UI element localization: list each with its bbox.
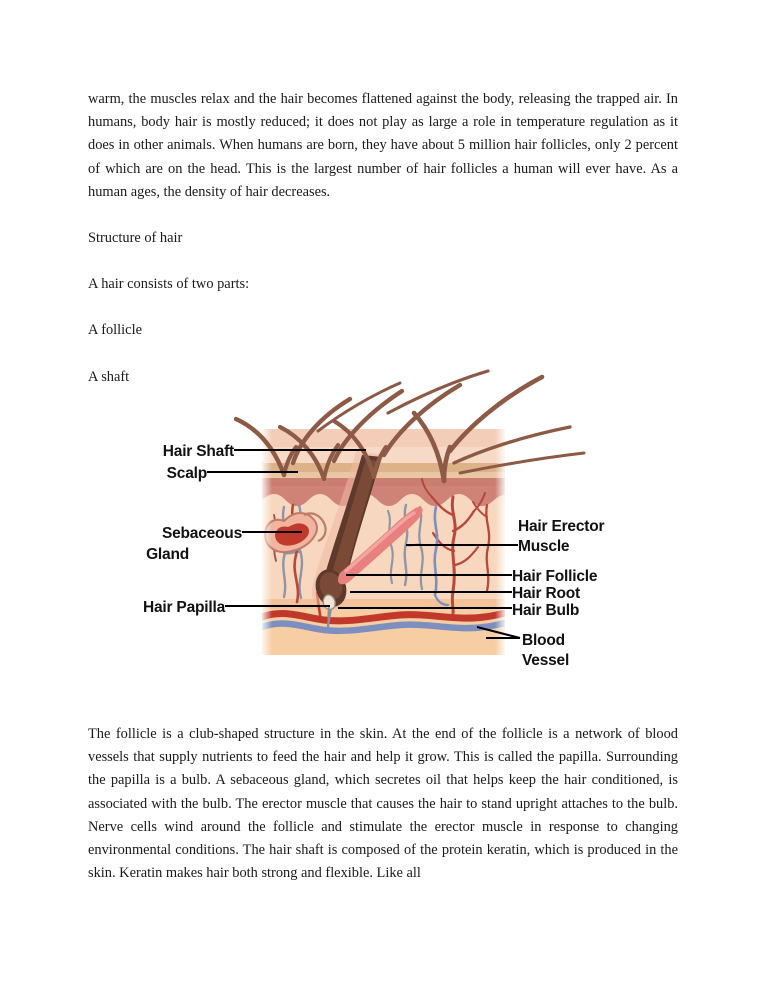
label-hair-root: Hair Root (512, 585, 580, 602)
label-sebaceous-gland-line2: Gland (146, 546, 189, 563)
label-hair-erector-muscle-line2: Muscle (518, 538, 570, 555)
paragraph-top: warm, the muscles relax and the hair becomes flattened against the body, releasing the trapped air. In humans, body hair is mostly reduced; it does not play as large a role in temperature regulation as it does in other animals. When humans are born, they have about 5 million hair follicles, only 2 percent of which are on the head. This is the largest number of hair follicles a human will ever have. As a human ages, the density of hair decreases. (88, 91, 678, 200)
line-a-follicle: A follicle (88, 322, 142, 339)
label-hair-papilla: Hair Papilla (142, 599, 225, 616)
label-scalp: Scalp (166, 465, 207, 482)
label-sebaceous-gland-line1: Sebaceous (161, 525, 242, 542)
line-a-shaft: A shaft (88, 368, 130, 385)
label-hair-erector-muscle-line1: Hair Erector (518, 518, 605, 535)
label-hair-shaft: Hair Shaft (162, 443, 234, 460)
hair-follicle-diagram (88, 355, 678, 685)
paragraph-bottom: The follicle is a club-shaped structure in the skin. At the end of the follicle is a network of blood vessels that supply nutrients to feed the hair and help it grow. This is called the papilla. Surrounding the papilla is a bulb. A sebaceous gland, which secretes oil that helps keep the hair conditioned, is associated with the bulb. The erector muscle that causes the hair to stand upright attaches to the bulb. Nerve cells wind around the follicle and stimulate the erector muscle in response to changing environmental conditions. The hair shaft is composed of the protein keratin, which is produced in the skin. Keratin makes hair both strong and flexible. Like all (88, 726, 678, 882)
top-text-block (88, 88, 678, 389)
bottom-text-block (88, 723, 678, 885)
heading-structure-of-hair: Structure of hair (88, 230, 183, 247)
label-blood-vessel-line1: Blood (522, 632, 565, 649)
line-hair-consists: A hair consists of two parts: (88, 276, 250, 293)
skin-cross-section (262, 429, 505, 655)
label-hair-bulb: Hair Bulb (512, 602, 580, 619)
label-blood-vessel-line2: Vessel (522, 652, 570, 669)
label-hair-follicle: Hair Follicle (512, 568, 598, 585)
